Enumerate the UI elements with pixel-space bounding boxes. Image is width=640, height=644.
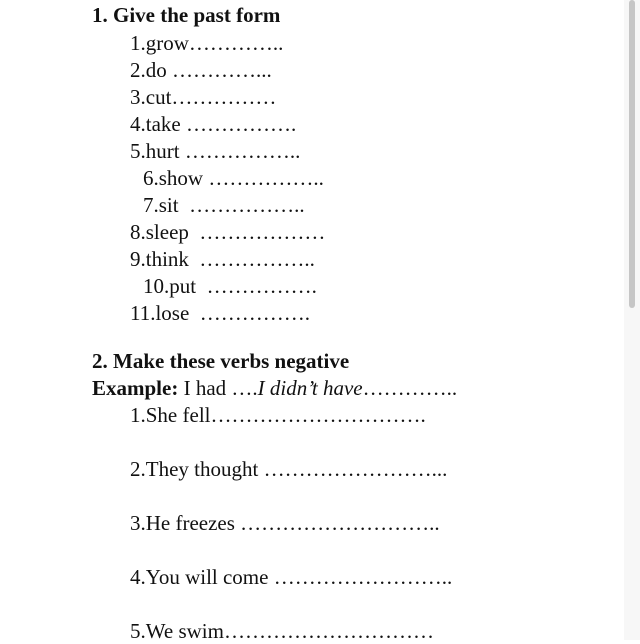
past-form-item-9: 9.think …………….. [130, 247, 315, 271]
vertical-scrollbar[interactable] [624, 0, 640, 640]
past-form-item-11: 11.lose ……………. [130, 301, 311, 325]
past-form-item-5: 5.hurt …………….. [130, 139, 301, 163]
example-answer: I didn’t have [257, 376, 363, 400]
negative-item-5: 5.We swim………………………… [130, 619, 434, 643]
example-line [92, 375, 457, 401]
past-form-item-2: 2.do …………... [130, 58, 272, 82]
example-suffix: ………….. [362, 376, 458, 400]
past-form-item-6: 6.show …………….. [143, 166, 324, 190]
past-form-item-10: 10.put ……………. [143, 274, 317, 298]
negative-item-2: 2.They thought ……………………... [130, 457, 448, 481]
negative-item-3: 3.He freezes ……………………….. [130, 511, 440, 535]
past-form-item-1: 1.grow………….. [130, 31, 284, 55]
section-1-title: 1. Give the past form [92, 3, 281, 27]
section-2-title: 2. Make these verbs negative [92, 349, 350, 373]
past-form-item-8: 8.sleep ……………… [130, 220, 326, 244]
negative-item-4: 4.You will come …………………….. [130, 565, 453, 589]
past-form-item-4: 4.take ……………. [130, 112, 297, 136]
example-label: Example: [92, 376, 179, 400]
past-form-item-3: 3.cut…………… [130, 85, 277, 109]
example-prefix: I had …. [178, 376, 258, 400]
negative-item-1: 1.She fell…………………………. [130, 403, 426, 427]
past-form-item-7: 7.sit …………….. [143, 193, 305, 217]
scrollbar-thumb[interactable] [629, 0, 635, 308]
